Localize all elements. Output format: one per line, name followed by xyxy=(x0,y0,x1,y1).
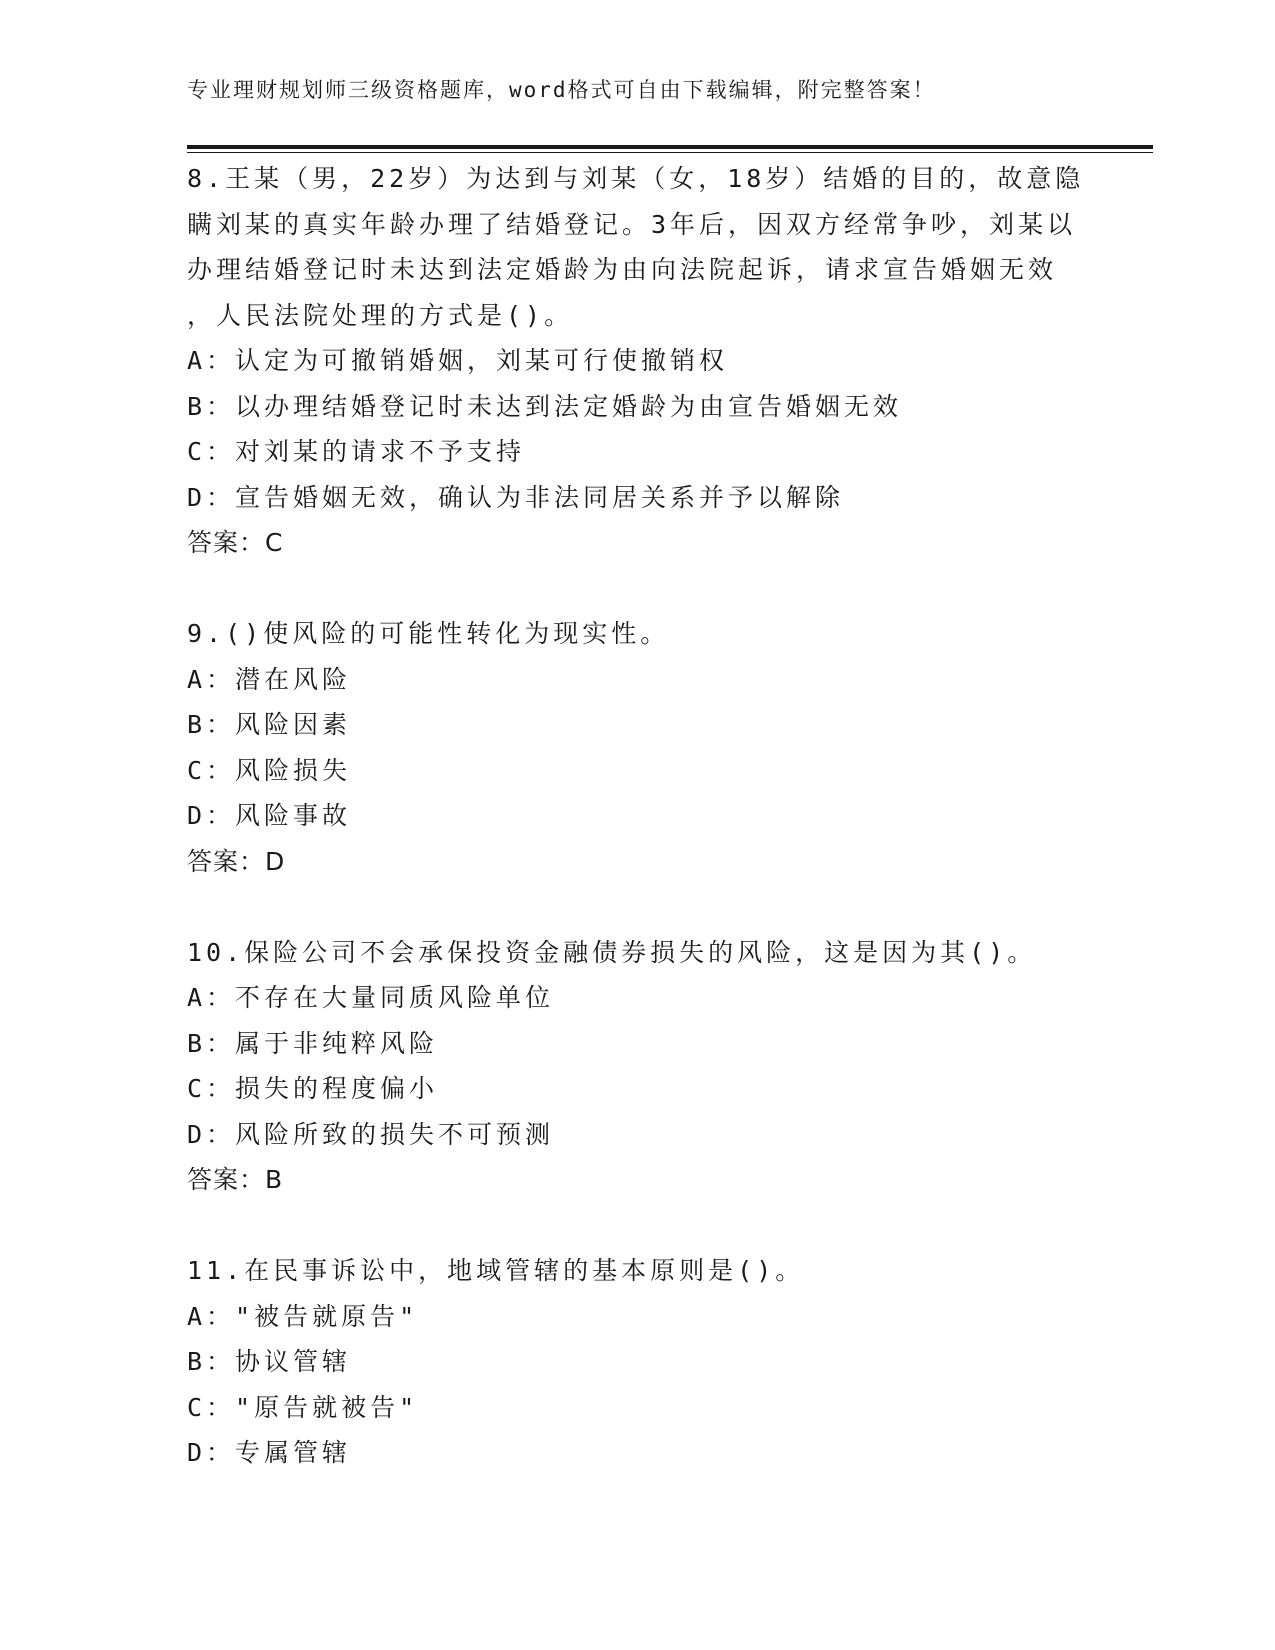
option-c: C："原告就被告" xyxy=(187,1392,419,1422)
question-10 xyxy=(187,930,1087,1203)
option-d: D：风险所致的损失不可预测 xyxy=(187,1119,555,1149)
question-8 xyxy=(187,156,1087,566)
option-d: D：宣告婚姻无效，确认为非法同居关系并予以解除 xyxy=(187,482,845,512)
option-c: C：风险损失 xyxy=(187,755,352,785)
page-header: 专业理财规划师三级资格题库，word格式可自由下载编辑，附完整答案！ xyxy=(187,78,936,102)
question-stem: 10.保险公司不会承保投资金融债券损失的风险，这是因为其()。 xyxy=(187,937,1037,967)
question-stem: 8.王某（男，22岁）为达到与刘某（女，18岁）结婚的目的，故意隐 瞒刘某的真实年龄办理了结婚登记。3年后，因双方经常争吵，刘某以 办理结婚登记时未达到法定婚龄为由向法院起诉，请求宣告婚姻无效 ，人民法院处理的方式是()。 xyxy=(187,164,1085,330)
answer-text: 答案：D xyxy=(187,846,286,876)
question-9 xyxy=(187,611,1087,884)
option-a: A：认定为可撤销婚姻，刘某可行使撤销权 xyxy=(187,346,729,375)
option-d: D：风险事故 xyxy=(187,801,352,830)
question-stem: 9.()使风险的可能性转化为现实性。 xyxy=(187,619,670,648)
option-a: A：潜在风险 xyxy=(187,664,352,694)
option-b: B：以办理结婚登记时未达到法定婚龄为由宣告婚姻无效 xyxy=(187,391,903,421)
answer-text: 答案：C xyxy=(187,528,284,557)
question-11 xyxy=(187,1248,1087,1476)
option-c: C：损失的程度偏小 xyxy=(187,1074,439,1103)
option-c: C：对刘某的请求不予支持 xyxy=(187,437,526,466)
answer-text: 答案：B xyxy=(187,1165,284,1194)
option-b: B：协议管辖 xyxy=(187,1347,352,1376)
option-a: A：不存在大量同质风险单位 xyxy=(187,983,555,1012)
option-d: D：专属管辖 xyxy=(187,1438,352,1467)
question-list xyxy=(187,156,1087,1521)
option-a: A："被告就原告" xyxy=(187,1301,419,1331)
header-divider-thin xyxy=(187,152,1153,153)
option-b: B：属于非纯粹风险 xyxy=(187,1028,439,1058)
question-stem: 11.在民事诉讼中，地域管辖的基本原则是()。 xyxy=(187,1256,805,1285)
header-divider xyxy=(187,145,1153,149)
option-b: B：风险因素 xyxy=(187,710,352,739)
